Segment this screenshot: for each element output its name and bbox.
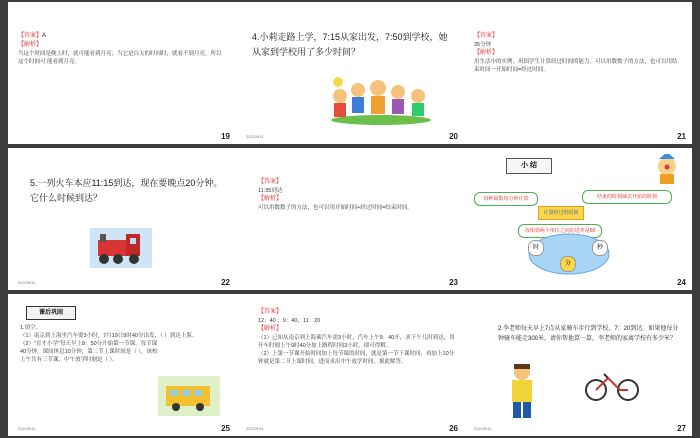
- center-box: 计算经过的时间: [538, 206, 584, 220]
- slide-date: 2022/9/11: [18, 280, 36, 285]
- unit-second: 秒: [592, 240, 608, 256]
- summary-title: 小 结: [506, 158, 552, 174]
- section-header: 课后巩固: [26, 306, 76, 320]
- children-walking-illustration: [326, 74, 436, 126]
- slide-20[interactable]: [236, 2, 464, 144]
- analysis-part-1: （1）已知从南京到上海乘汽车需3小时，汽车上午9：40开，求下午几时到达，用开车时刻上午9时40分加上路程时间3小时，即可得解。: [258, 335, 455, 349]
- answer-tag: 【答案】: [18, 33, 43, 39]
- slide-date: 2022/9/11: [18, 426, 36, 431]
- box-right: 结束的时刻减去开始的时刻: [582, 190, 672, 204]
- question-1: （1）南京到上海坐汽车要3小时，7月19日9时40分出发，（ ）到达上海。: [20, 333, 198, 339]
- slide-22[interactable]: [8, 148, 236, 290]
- answer-text: 35分钟: [474, 42, 492, 48]
- question-text: 4.小莉走路上学，7:15从家出发，7:50到学校，她从家到学校用了多少时间？: [252, 32, 448, 57]
- slide-number: 19: [221, 132, 230, 141]
- train-illustration: [90, 228, 152, 268]
- slide-number: 27: [677, 424, 686, 433]
- analysis-text: 当这个时间是晚上时，就可能看到月亮；当它是白天的时间时，就看不到月亮。所以这个时间可 能看到月亮。: [18, 51, 222, 65]
- slide-date: 2022/9/11: [246, 134, 264, 139]
- slide-date: 2022/9/11: [474, 426, 492, 431]
- unit-hour: 时: [528, 240, 544, 256]
- answer-tag: 【答案】: [258, 309, 283, 315]
- slide-number: 21: [677, 132, 686, 141]
- analysis-text: 用生活中的实例，巩固学生计算经过时间的能力。可以用数数子的方法，也可以用结束时间一开始时间=经过时间。: [474, 59, 678, 73]
- slide-25[interactable]: [8, 294, 236, 436]
- answer-text: A: [42, 33, 47, 39]
- clown-icon: [654, 154, 680, 184]
- answer-text: 12：40 ；9：40，11：20: [258, 318, 321, 324]
- slide-21[interactable]: [464, 2, 692, 144]
- analysis-part-2: （2）上第一节课开始时间加上每节课的时间，就是第一节下课时间，再加上10分钟就是第二节上课时间，进而求出中午放学时间，据此解答。: [258, 351, 455, 365]
- slide-date: 2022/9/11: [246, 426, 264, 431]
- analysis-tag: 【解析】: [258, 326, 283, 332]
- answer-text: 11:35到达: [258, 188, 283, 194]
- slide-26[interactable]: [236, 294, 464, 436]
- bus-illustration: [158, 376, 220, 416]
- teacher-illustration: [504, 362, 540, 420]
- question-text: 5.一列火车本应11:15到达，现在要晚点20分钟。它什么时候到达？: [30, 178, 223, 203]
- rate-box: 每相邻两个单位之间的进率是60: [518, 224, 602, 238]
- question-2: （2）"育才小学"每天早上8：50分开始第一节课，每节课40分钟，课间休息10分钟，第二节上课时间是（ ），该校上午共有三节课，中午放学时刻是（ ）。: [20, 341, 158, 363]
- slide-number: 26: [449, 424, 458, 433]
- question-text: 2.李老师每天早上7点从家骑车步行到学校，7：20到达。如果他每分钟骑车能走300米，请你帮他算一算，李老师的家离学校有多少米？: [498, 326, 679, 342]
- slide-number: 20: [449, 132, 458, 141]
- slide-23[interactable]: [236, 148, 464, 290]
- slide-number: 25: [221, 424, 230, 433]
- analysis-tag: 【解析】: [18, 42, 43, 48]
- answer-tag: 【答案】: [258, 179, 283, 185]
- slide-24[interactable]: [464, 148, 692, 290]
- unit-minute: 分: [560, 256, 576, 272]
- bicycle-illustration: [584, 372, 640, 402]
- box-left: 每种面数每分钟计算: [474, 192, 538, 206]
- intro-text: 1.填空。: [20, 325, 42, 331]
- slide-19[interactable]: [8, 2, 236, 144]
- slide-number: 24: [677, 278, 686, 287]
- analysis-tag: 【解析】: [474, 50, 499, 56]
- answer-tag: 【答案】: [474, 33, 499, 39]
- analysis-text: 可以用数数子的方法，也可以用开始时间+经过时间=结束时间。: [258, 205, 413, 211]
- slide-number: 22: [221, 278, 230, 287]
- slide-27[interactable]: [464, 294, 692, 436]
- analysis-tag: 【解析】: [258, 196, 283, 202]
- slide-number: 23: [449, 278, 458, 287]
